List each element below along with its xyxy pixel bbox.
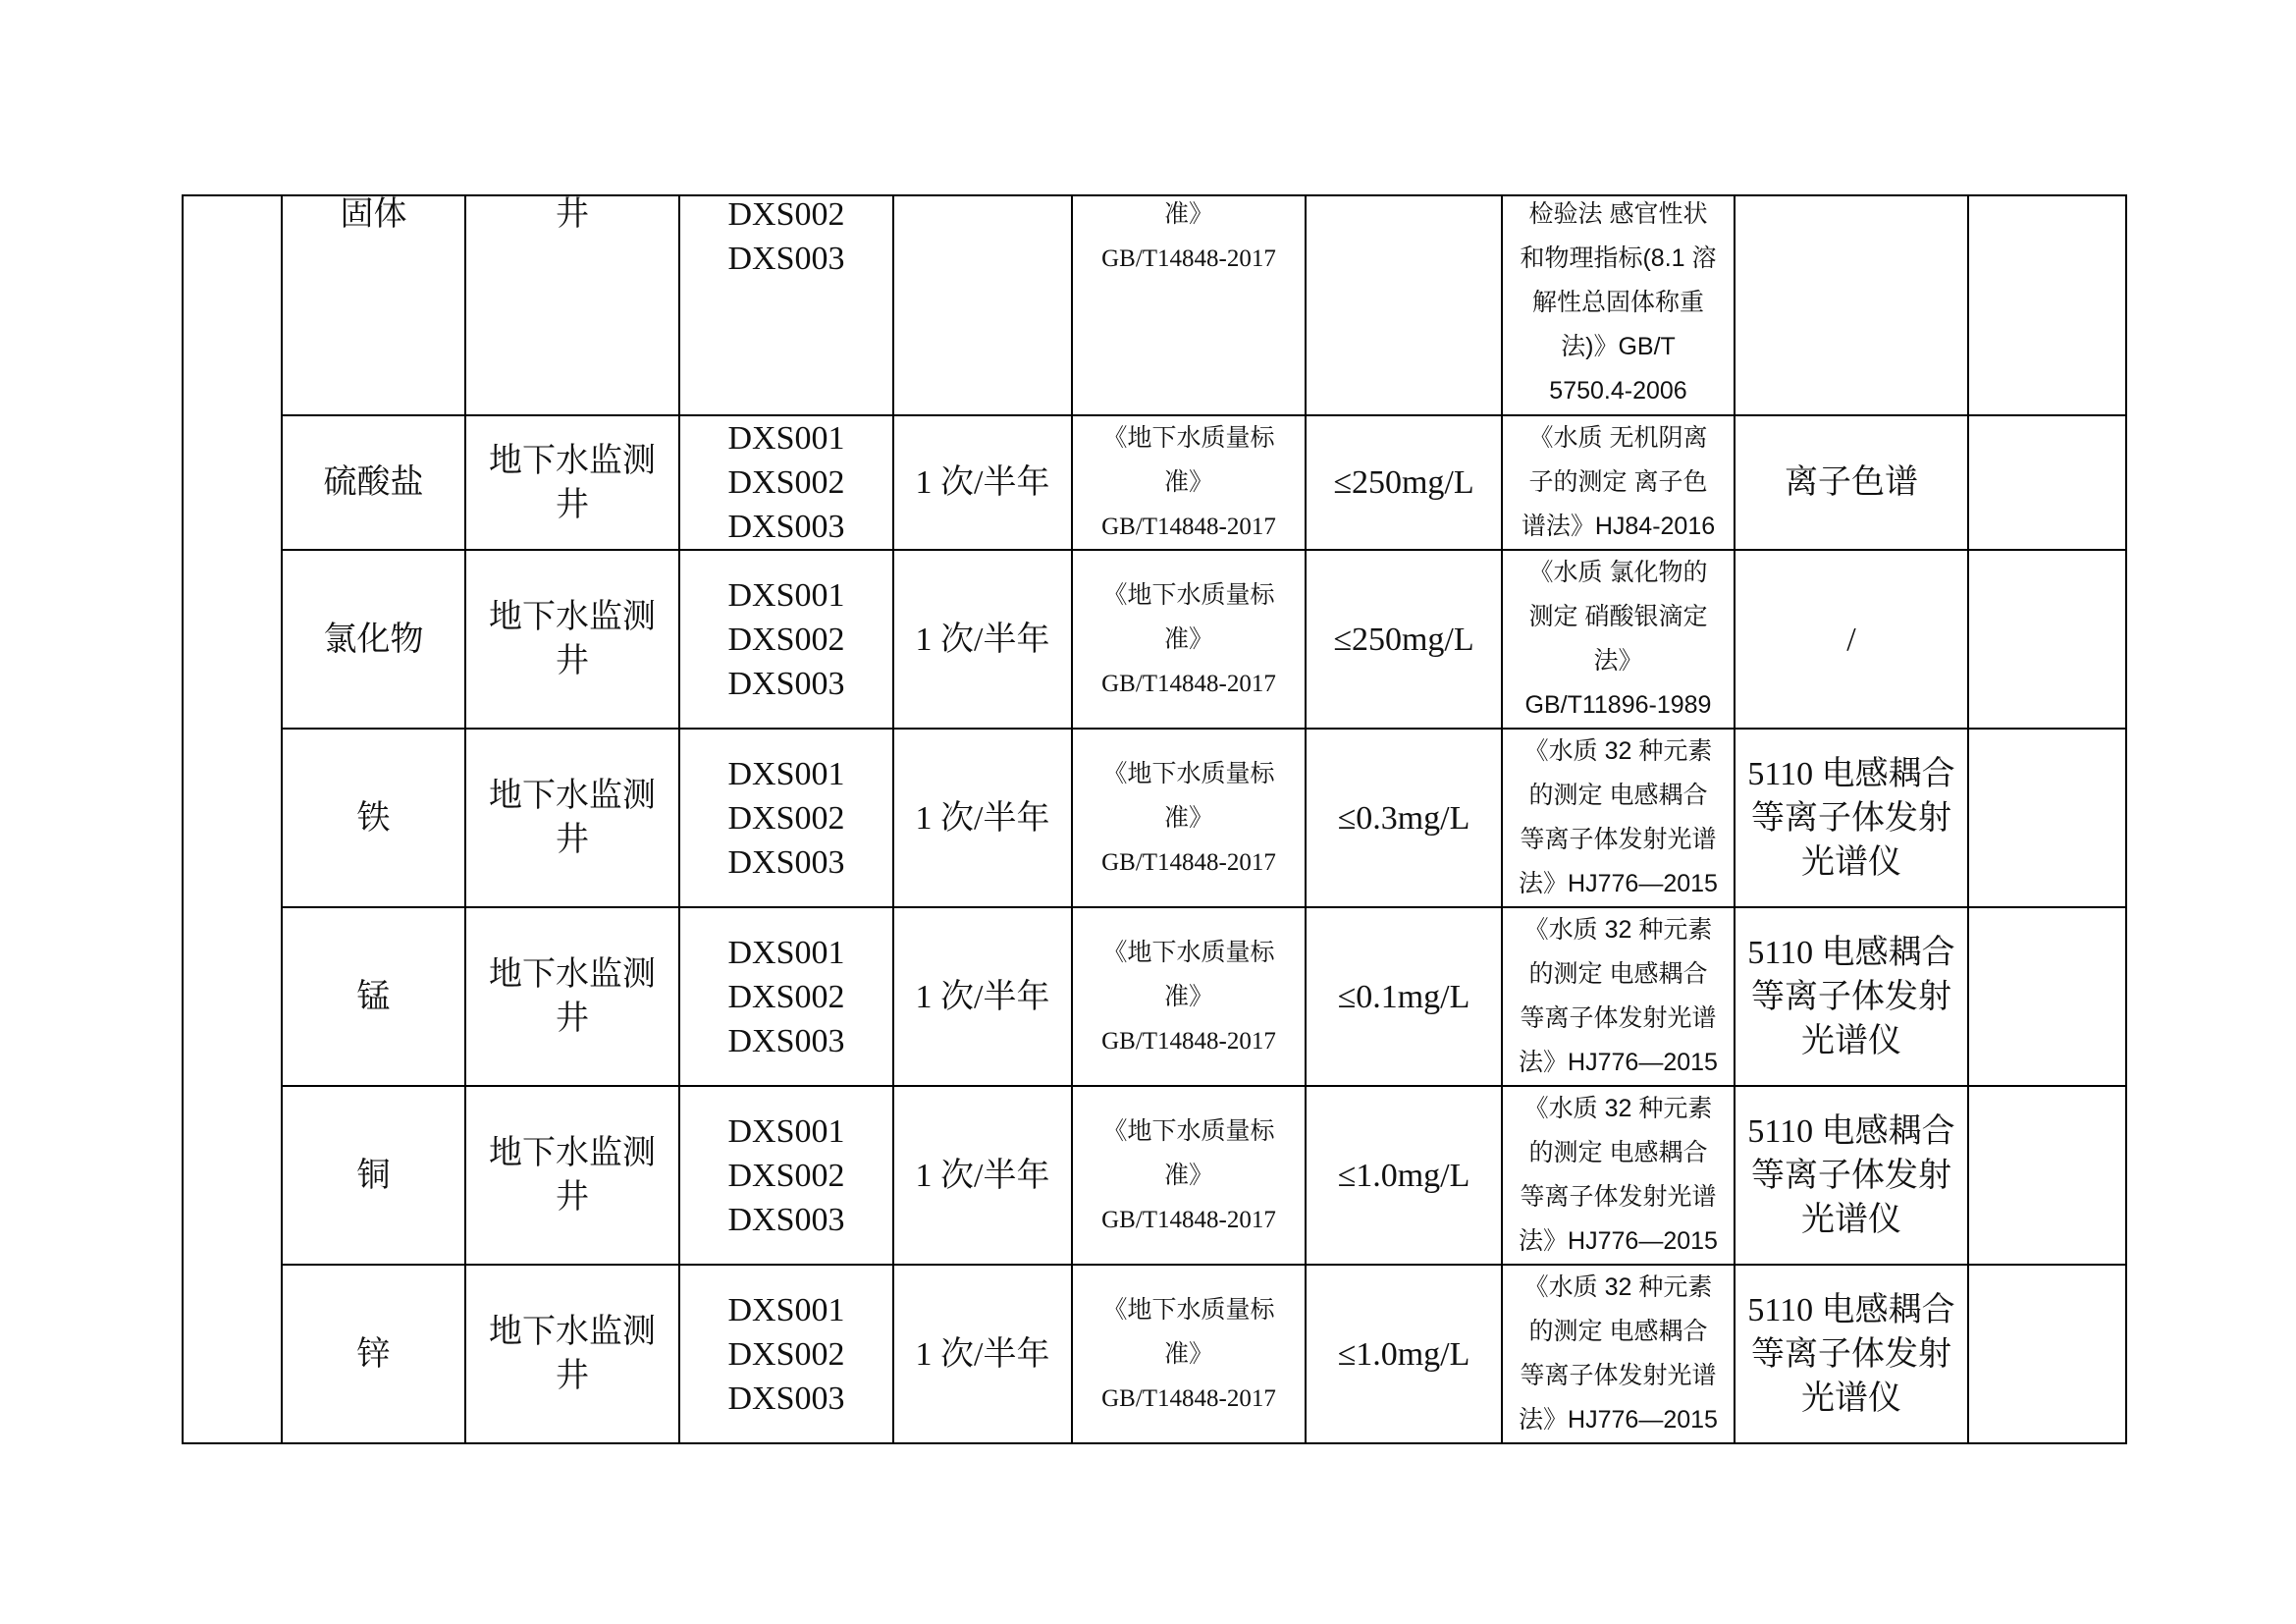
instrument-cell: 5110 电感耦合 等离子体发射 光谱仪 bbox=[1735, 1086, 1968, 1265]
remark-cell bbox=[1968, 195, 2126, 415]
location-cell: 地下水监测 井 bbox=[465, 1265, 679, 1443]
category-cell-merged bbox=[183, 195, 282, 1443]
standard-cell: 《地下水质量标 准》 GB/T14848-2017 bbox=[1072, 1265, 1306, 1443]
points-cell: DXS001 DXS002 DXS003 bbox=[679, 550, 893, 729]
instrument-cell: 5110 电感耦合 等离子体发射 光谱仪 bbox=[1735, 729, 1968, 907]
table-body bbox=[183, 195, 2126, 1443]
standard-cell: 《地下水质量标 准》 GB/T14848-2017 bbox=[1072, 729, 1306, 907]
remark-cell bbox=[1968, 907, 2126, 1086]
remark-cell bbox=[1968, 1086, 2126, 1265]
table-row bbox=[183, 550, 2126, 729]
table-row-continued bbox=[183, 195, 2126, 415]
points-cell: DXS001 DXS002 DXS003 bbox=[679, 1086, 893, 1265]
instrument-cell: 离子色谱 bbox=[1735, 415, 1968, 550]
location-cell: 地下水监测 井 bbox=[465, 729, 679, 907]
frequency-cell: 1 次/半年 bbox=[893, 729, 1072, 907]
remark-cell bbox=[1968, 550, 2126, 729]
points-cell bbox=[679, 195, 893, 415]
location-text: 井 bbox=[556, 196, 589, 233]
points-cell: DXS001 DXS002 DXS003 bbox=[679, 415, 893, 550]
table-row bbox=[183, 907, 2126, 1086]
limit-cell: ≤1.0mg/L bbox=[1306, 1265, 1502, 1443]
instrument-cell: 5110 电感耦合 等离子体发射 光谱仪 bbox=[1735, 1265, 1968, 1443]
instrument-cell: / bbox=[1735, 550, 1968, 729]
location-cell: 地下水监测 井 bbox=[465, 907, 679, 1086]
limit-cell: ≤0.3mg/L bbox=[1306, 729, 1502, 907]
indicator-cell bbox=[282, 195, 465, 415]
monitoring-table bbox=[182, 194, 2127, 1444]
points-cell: DXS001 DXS002 DXS003 bbox=[679, 729, 893, 907]
standard-cell: 《地下水质量标 准》 GB/T14848-2017 bbox=[1072, 1086, 1306, 1265]
standard-cell: 《地下水质量标 准》 GB/T14848-2017 bbox=[1072, 415, 1306, 550]
instrument-cell bbox=[1735, 195, 1968, 415]
indicator-cell: 锌 bbox=[282, 1265, 465, 1443]
remark-cell bbox=[1968, 1265, 2126, 1443]
table-row bbox=[183, 1265, 2126, 1443]
indicator-cell: 铜 bbox=[282, 1086, 465, 1265]
location-cell: 地下水监测 井 bbox=[465, 550, 679, 729]
remark-cell bbox=[1968, 415, 2126, 550]
frequency-cell: 1 次/半年 bbox=[893, 1086, 1072, 1265]
indicator-cell: 硫酸盐 bbox=[282, 415, 465, 550]
limit-cell: ≤0.1mg/L bbox=[1306, 907, 1502, 1086]
method-text: 检验法 感官性状 和物理指标(8.1 溶 解性总固体称重 法)》GB/T 5750.4-2006 bbox=[1520, 200, 1717, 405]
method-cell: 《水质 无机阴离 子的测定 离子色 谱法》HJ84-2016 bbox=[1502, 415, 1735, 550]
method-cell: 《水质 32 种元素 的测定 电感耦合 等离子体发射光谱 法》HJ776—2015 bbox=[1502, 729, 1735, 907]
table-row bbox=[183, 1086, 2126, 1265]
location-cell bbox=[465, 195, 679, 415]
frequency-cell: 1 次/半年 bbox=[893, 415, 1072, 550]
standard-cell: 《地下水质量标 准》 GB/T14848-2017 bbox=[1072, 550, 1306, 729]
points-cell: DXS001 DXS002 DXS003 bbox=[679, 907, 893, 1086]
standard-text: 准》 GB/T14848-2017 bbox=[1101, 201, 1276, 272]
indicator-text: 固体 bbox=[340, 196, 407, 233]
table-row bbox=[183, 415, 2126, 550]
method-cell: 《水质 32 种元素 的测定 电感耦合 等离子体发射光谱 法》HJ776—2015 bbox=[1502, 907, 1735, 1086]
standard-cell bbox=[1072, 195, 1306, 415]
instrument-cell: 5110 电感耦合 等离子体发射 光谱仪 bbox=[1735, 907, 1968, 1086]
points-cell: DXS001 DXS002 DXS003 bbox=[679, 1265, 893, 1443]
method-cell bbox=[1502, 195, 1735, 415]
indicator-cell: 锰 bbox=[282, 907, 465, 1086]
indicator-cell: 氯化物 bbox=[282, 550, 465, 729]
location-cell: 地下水监测 井 bbox=[465, 1086, 679, 1265]
points-text: DXS002 DXS003 bbox=[727, 196, 845, 277]
indicator-cell: 铁 bbox=[282, 729, 465, 907]
limit-cell: ≤250mg/L bbox=[1306, 415, 1502, 550]
remark-cell bbox=[1968, 729, 2126, 907]
limit-cell: ≤250mg/L bbox=[1306, 550, 1502, 729]
limit-cell: ≤1.0mg/L bbox=[1306, 1086, 1502, 1265]
frequency-cell: 1 次/半年 bbox=[893, 1265, 1072, 1443]
standard-cell: 《地下水质量标 准》 GB/T14848-2017 bbox=[1072, 907, 1306, 1086]
frequency-cell: 1 次/半年 bbox=[893, 907, 1072, 1086]
table-row bbox=[183, 729, 2126, 907]
frequency-cell bbox=[893, 195, 1072, 415]
method-cell: 《水质 氯化物的 测定 硝酸银滴定 法》 GB/T11896-1989 bbox=[1502, 550, 1735, 729]
method-cell: 《水质 32 种元素 的测定 电感耦合 等离子体发射光谱 法》HJ776—2015 bbox=[1502, 1265, 1735, 1443]
limit-cell bbox=[1306, 195, 1502, 415]
frequency-cell: 1 次/半年 bbox=[893, 550, 1072, 729]
method-cell: 《水质 32 种元素 的测定 电感耦合 等离子体发射光谱 法》HJ776—2015 bbox=[1502, 1086, 1735, 1265]
location-cell: 地下水监测 井 bbox=[465, 415, 679, 550]
